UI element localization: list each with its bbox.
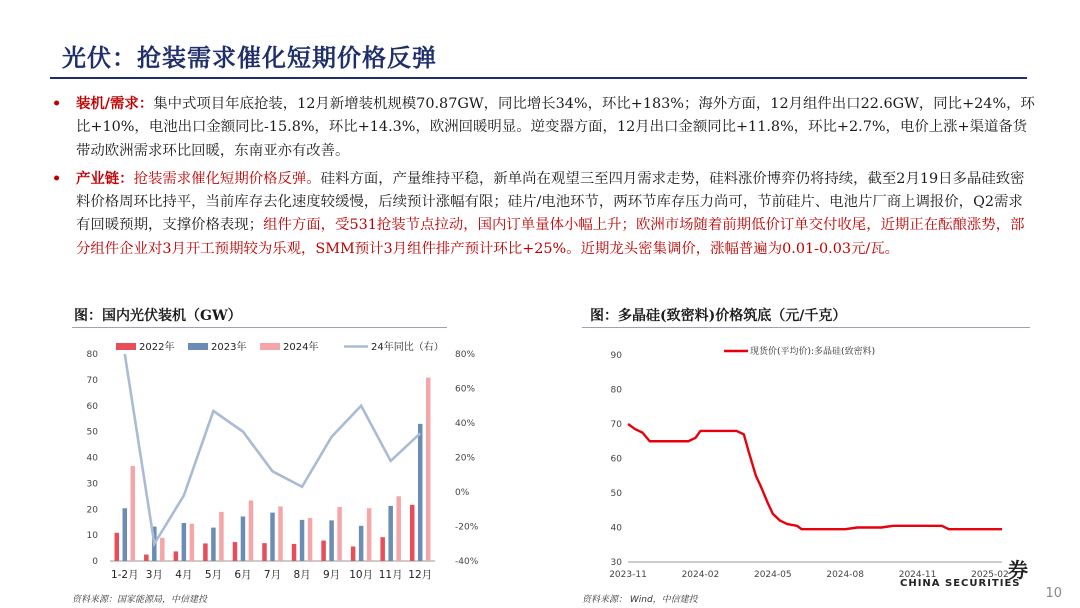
bar-2024年 [249,500,254,561]
bullet-text-demand: 集中式项目年底抢装，12月新增装机规模70.87GW，同比增长34%，环比+183%；海外方面，12月组件出口22.6GW，同比+24%，环比+10%，电池出口金额同比-15.8%，环比+14.3%，欧洲回暖明显。逆变器方面，12月出口金额同比+11.8%，环比+2.7%，电价上涨+渠道备货带动欧洲需求环比回暖，东南亚亦有改善。 [76,96,1035,159]
bar-2022年 [233,542,238,561]
x-tick-label: 12月 [408,569,433,581]
bar-2023年 [123,508,128,561]
x-tick-label: 2024-05 [753,570,792,580]
legend-swatch [188,343,208,350]
x-tick-label: 2024-02 [681,570,720,580]
bar-2023年 [359,526,364,561]
bar-2024年 [190,524,195,561]
bullet-list [52,92,1037,265]
bar-2024年 [278,506,283,561]
bullet-dot: • [52,169,62,187]
logo-mark: 券 [1008,558,1028,582]
bullet-text-highlight: 抢装需求催化短期价格反弹。 [133,170,321,187]
bullet-lead-demand: 装机/需求： [76,95,154,112]
x-tick-label: 10月 [349,569,374,581]
y-tick-label: 30 [610,558,622,568]
title-divider [50,77,1027,79]
y-tick-label: 60 [610,454,622,465]
legend-label: 24年同比（右） [371,342,444,353]
x-tick-label: 2024-08 [826,570,864,580]
bar-2022年 [292,544,297,561]
y-right-tick-label: 40% [455,419,476,429]
y-left-tick-label: 80 [86,350,98,360]
figure-left-rule [72,327,447,328]
bar-2022年 [144,555,149,561]
page-title: 光伏：抢装需求催化短期价格反弹 [62,44,437,72]
x-tick-label: 3月 [145,569,163,581]
page-number: 10 [1045,586,1062,601]
y-tick-label: 40 [610,523,622,534]
bar-2023年 [300,520,305,561]
bar-2023年 [329,520,334,561]
bar-2024年 [131,466,136,561]
bar-2023年 [241,516,246,561]
bar-2024年 [337,507,342,561]
x-tick-label: 8月 [293,569,311,581]
legend-label: 2024年 [283,342,319,353]
x-tick-label: 11月 [378,569,403,581]
y-tick-label: 70 [610,420,622,430]
y-right-tick-label: 20% [455,453,476,464]
figure-right-rule [582,327,1030,328]
bullet-text-highlight-2: 组件方面，受531抢装节点拉动，国内订单量体小幅上升；欧洲市场随着前期低价订单交付收尾，近期正在酝酿涨势，部分组件企业对3月开工预期较为乐观，SMM预计3月组件排产预计环比+25%。近期龙头密集调价，涨幅普遍为0.01-0.03元/瓦。 [76,217,1025,257]
bar-2023年 [388,506,393,561]
y-right-tick-label: -20% [455,522,479,533]
legend-swatch [260,343,280,350]
x-tick-label: 2023-11 [609,570,647,580]
bar-2022年 [115,533,120,561]
figure-right-source: 资料来源： Wind，中信建投 [582,595,698,605]
y-left-tick-label: 60 [86,401,98,412]
bullet-text-normal: 硅料方面，产量维持平稳，新单尚在观望三至四月需求走势，硅料涨价博弈仍将持续，截至2月19日多晶硅致密料价格周环比持平，当前库存去化速度较缓慢，后续预计涨幅有限；硅片/电池环节，两环节库存压力尚可，节前硅片、电池片厂商上调报价，Q2需求有回暖预期，支撑价格表现； [76,170,1025,234]
bar-2022年 [351,547,356,561]
logo-text: CHINA SECURITIES [900,578,1021,589]
y-tick-label: 50 [610,489,622,499]
bar-2023年 [270,513,275,561]
x-tick-label: 9月 [322,569,341,581]
y-right-tick-label: 80% [455,350,476,360]
bar-2023年 [418,424,423,561]
y-left-tick-label: 50 [86,427,98,438]
bar-2022年 [380,537,385,561]
figure-left-title: 图：国内光伏装机（GW） [74,308,242,324]
legend-label: 2023年 [211,342,247,353]
bar-2022年 [174,551,179,561]
x-tick-label: 2024-11 [898,570,937,580]
x-tick-label: 4月 [175,569,193,581]
y-right-tick-label: -40% [455,557,479,567]
bar-2022年 [410,505,415,561]
y-left-tick-label: 0 [92,557,98,567]
installation-bar-chart [72,330,482,588]
bar-2024年 [396,496,401,561]
bar-2023年 [182,523,187,561]
bullet-supply-chain [52,167,1037,261]
y-right-tick-label: 60% [455,384,476,395]
x-tick-label: 2025-02 [971,570,1009,580]
bar-2022年 [203,543,208,561]
bar-2022年 [262,543,267,561]
y-left-tick-label: 40 [86,453,98,464]
bullet-lead-supply-chain: 产业链： [76,169,134,187]
x-tick-label: 1-2月 [110,569,139,581]
legend-label: 现货价(平均价):多晶硅(致密料) [750,347,876,357]
y-left-tick-label: 10 [86,531,98,542]
price-line [628,424,1002,529]
polysilicon-price-chart [582,330,1032,580]
figure-left-source: 资料来源：国家能源局，中信建投 [72,595,208,605]
bar-2024年 [160,538,165,561]
bullet-demand [52,92,1037,163]
legend-label: 2022年 [139,342,175,353]
figure-right-title: 图：多晶硅(致密料)价格筑底（元/千克） [590,308,847,324]
y-left-tick-label: 20 [86,505,98,516]
legend-swatch [116,343,136,350]
x-tick-label: 7月 [263,569,282,581]
bar-2023年 [211,528,216,561]
x-tick-label: 5月 [204,569,223,581]
y-left-tick-label: 70 [86,375,98,386]
bar-2024年 [219,512,224,561]
bar-2022年 [321,541,326,561]
bar-2024年 [308,518,313,561]
y-tick-label: 90 [610,351,622,361]
x-tick-label: 6月 [234,569,252,581]
company-logo [900,552,1030,592]
y-tick-label: 80 [610,385,622,396]
y-right-tick-label: 0% [455,488,470,498]
bar-2024年 [426,378,431,561]
y-left-tick-label: 30 [86,479,98,490]
bar-2024年 [367,508,372,561]
bullet-dot: • [52,95,62,112]
